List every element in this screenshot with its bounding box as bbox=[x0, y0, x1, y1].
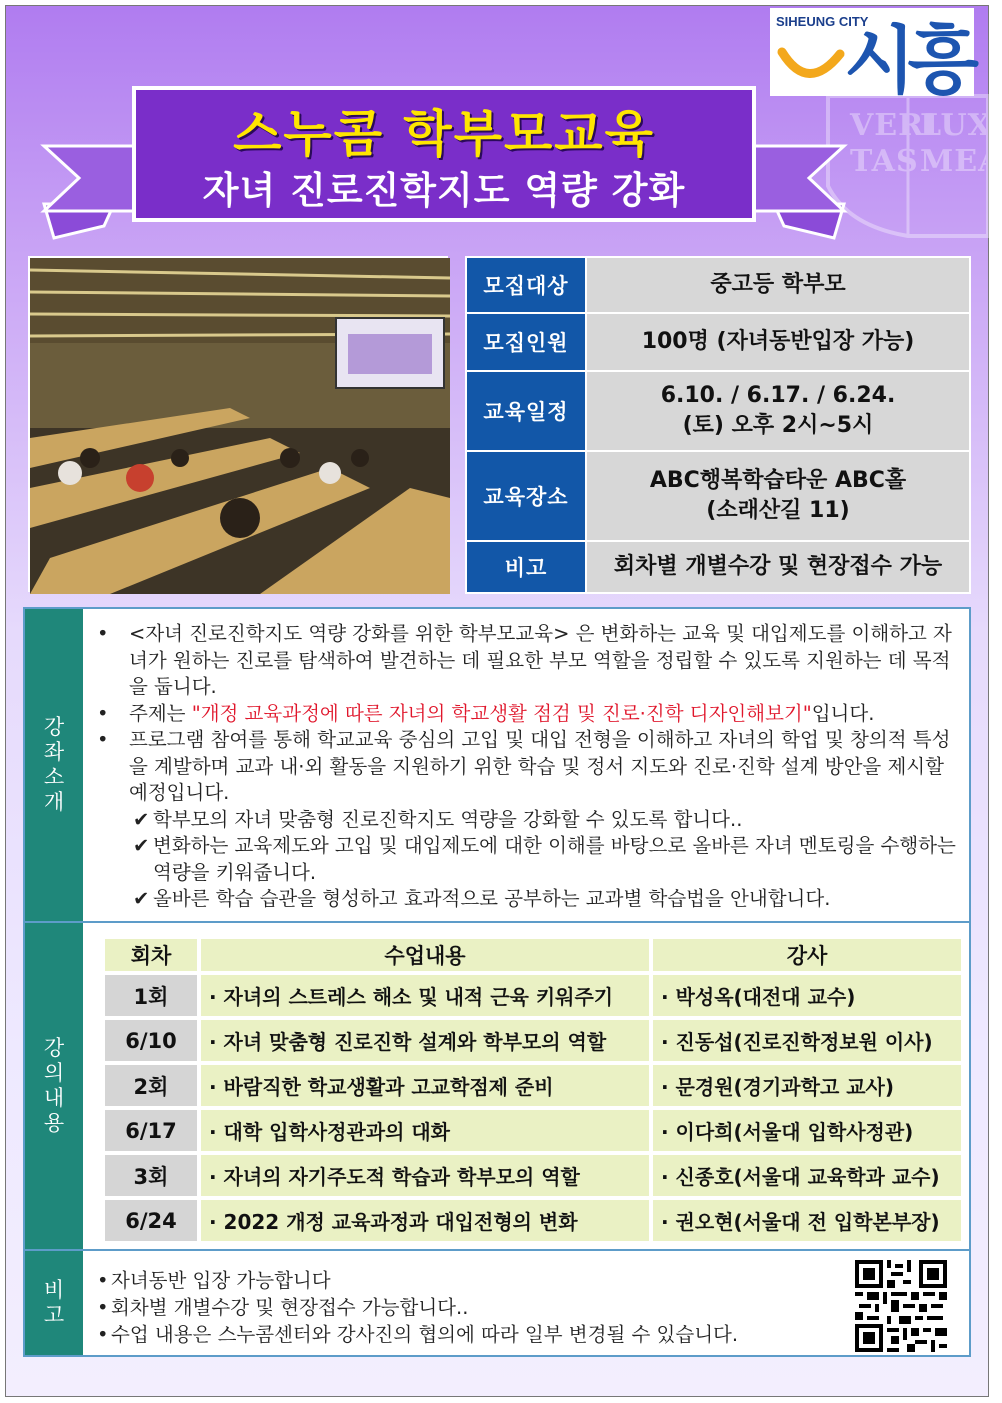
logo-swoosh-icon bbox=[778, 34, 848, 94]
round-date: 6/24 bbox=[103, 1198, 199, 1243]
lecture-topic: · 바람직한 학교생활과 고교학점제 준비 bbox=[199, 1063, 651, 1108]
lecturer: · 진동섭(진로진학정보원 이사) bbox=[651, 1018, 963, 1063]
header-content: 수업내용 bbox=[199, 937, 651, 973]
lecturer: · 박성옥(대전대 교수) bbox=[651, 973, 963, 1018]
schedule-dates: 6.10. / 6.17. / 6.24. bbox=[660, 383, 896, 408]
checkmark-icon: ✔ bbox=[133, 807, 150, 831]
round-number: 1회 bbox=[103, 973, 199, 1018]
note-item: • 회차별 개별수강 및 현장접수 가능합니다.. bbox=[97, 1294, 738, 1321]
lecturer: · 신종호(서울대 교육학과 교수) bbox=[651, 1153, 963, 1198]
note-item: • 자녀동반 입장 가능합니다 bbox=[97, 1267, 738, 1294]
logo-korean: 시흥 bbox=[844, 18, 971, 104]
info-value bbox=[586, 451, 970, 541]
table-row bbox=[103, 1198, 963, 1243]
table-row bbox=[103, 1108, 963, 1153]
info-label: 교육일정 bbox=[466, 371, 586, 451]
lecture-schedule-table bbox=[103, 937, 963, 1243]
table-row bbox=[103, 1153, 963, 1198]
siheung-city-logo bbox=[770, 8, 974, 104]
info-value bbox=[586, 371, 970, 451]
lecturer: · 문경원(경기과학고 교사) bbox=[651, 1063, 963, 1108]
lecture-topic: · 자녀의 자기주도적 학습과 학부모의 역할 bbox=[199, 1153, 651, 1198]
details-panel bbox=[23, 607, 971, 1357]
round-number: 2회 bbox=[103, 1063, 199, 1108]
checkmark-icon: ✔ bbox=[133, 887, 150, 910]
lecture-hall-photo bbox=[28, 256, 448, 592]
info-row bbox=[466, 371, 970, 451]
round-date: 6/17 bbox=[103, 1108, 199, 1153]
venue-name: ABC행복학습타운 ABC홀 bbox=[649, 468, 907, 493]
table-row bbox=[103, 1018, 963, 1063]
section-label-notes: 비고 bbox=[25, 1251, 83, 1355]
info-row bbox=[466, 541, 970, 593]
divider bbox=[25, 921, 969, 923]
header-round: 회차 bbox=[103, 937, 199, 973]
lecture-topic: · 대학 입학사정관과의 대화 bbox=[199, 1108, 651, 1153]
info-value: 100명 (자녀동반입장 가능) bbox=[586, 313, 970, 371]
table-row bbox=[103, 1063, 963, 1108]
lecture-topic: · 자녀 맞춤형 진로진학 설계와 학부모의 역할 bbox=[199, 1018, 651, 1063]
table-row bbox=[103, 973, 963, 1018]
section-label-intro: 강좌소개 bbox=[25, 609, 83, 921]
divider bbox=[25, 1249, 969, 1251]
info-label: 모집대상 bbox=[466, 257, 586, 313]
banner-title: 스누콤 학부모교육 bbox=[233, 105, 655, 163]
info-label: 교육장소 bbox=[466, 451, 586, 541]
schedule-time: (토) 오후 2시~5시 bbox=[682, 413, 874, 438]
theme-highlight: "개정 교육과정에 따른 자녀의 학교생활 점검 및 진로·진학 디자인해보기" bbox=[191, 701, 812, 725]
info-label: 비고 bbox=[466, 541, 586, 593]
round-number: 3회 bbox=[103, 1153, 199, 1198]
intro-paragraph: • <자녀 진로진학지도 역량 강화를 위한 학부모교육> 은 변화하는 교육 및 대입제도를 이해하고 자녀가 원하는 진로를 탐색하여 발견하는 데 필요한 부모 역할을 정립할 수 있도록 지원하는 데 목적을 둡니다. bbox=[97, 621, 967, 701]
logo-english: SIHEUNG CITY bbox=[776, 14, 869, 29]
venue-address: (소래산길 11) bbox=[706, 498, 850, 523]
lecture-topic: · 2022 개정 교육과정과 대입전형의 변화 bbox=[199, 1198, 651, 1243]
section-label-lectures: 강의내용 bbox=[25, 923, 83, 1249]
crest-word: TAS bbox=[850, 144, 919, 179]
check-item: ✔ 변화하는 교육제도와 고입 및 대입제도에 대한 이해를 바탕으로 올바른 자녀 멘토링을 수행하는 역량을 키워줍니다. bbox=[133, 834, 956, 884]
notes-list bbox=[97, 1267, 738, 1348]
info-label: 모집인원 bbox=[466, 313, 586, 371]
lecturer: · 권오현(서울대 전 입학본부장) bbox=[651, 1198, 963, 1243]
round-date: 6/10 bbox=[103, 1018, 199, 1063]
header-teacher: 강사 bbox=[651, 937, 963, 973]
intro-theme: • 주제는 "개정 교육과정에 따른 자녀의 학교생활 점검 및 진로·진학 디자인해보기"입니다. bbox=[97, 701, 967, 728]
info-value: 중고등 학부모 bbox=[586, 257, 970, 313]
note-item: • 수업 내용은 스누콤센터와 강사진의 협의에 따라 일부 변경될 수 있습니다. bbox=[97, 1321, 738, 1348]
lecturer: · 이다희(서울대 입학사정관) bbox=[651, 1108, 963, 1153]
lecture-topic: · 자녀의 스트레스 해소 및 내적 근육 키워주기 bbox=[199, 973, 651, 1018]
table-header-row bbox=[103, 937, 963, 973]
course-intro bbox=[97, 621, 967, 913]
intro-paragraph: • 프로그램 참여를 통해 학교교육 중심의 고입 및 대입 전형을 이해하고 자녀의 학업 및 창의적 특성을 계발하며 교과 내·외 활동을 지원하기 위한 학습 및 정서 지도와 진로·진학 설계 방안을 제시할 예정입니다. bbox=[97, 727, 967, 807]
info-row bbox=[466, 257, 970, 313]
info-value: 회차별 개별수강 및 현장접수 가능 bbox=[586, 541, 970, 593]
check-item: ✔ 올바른 학습 습관을 형성하고 효과적으로 공부하는 교과별 학습법을 안내합니다. bbox=[97, 886, 967, 913]
poster bbox=[5, 5, 1002, 1397]
crest-word: VERI bbox=[850, 108, 940, 143]
info-row bbox=[466, 451, 970, 541]
check-item: ✔ 학부모의 자녀 맞춤형 진로진학지도 역량을 강화할 수 있도록 합니다.. bbox=[97, 807, 967, 834]
qr-code-icon[interactable] bbox=[855, 1260, 947, 1352]
banner-subtitle: 자녀 진로진학지도 역량 강화 bbox=[202, 169, 686, 212]
info-row bbox=[466, 313, 970, 371]
checkmark-icon: ✔ bbox=[133, 834, 150, 857]
title-banner bbox=[44, 86, 844, 246]
crest-word: LUX bbox=[920, 108, 992, 143]
recruitment-info-table bbox=[465, 256, 971, 594]
crest-word: MEA bbox=[920, 144, 1002, 179]
